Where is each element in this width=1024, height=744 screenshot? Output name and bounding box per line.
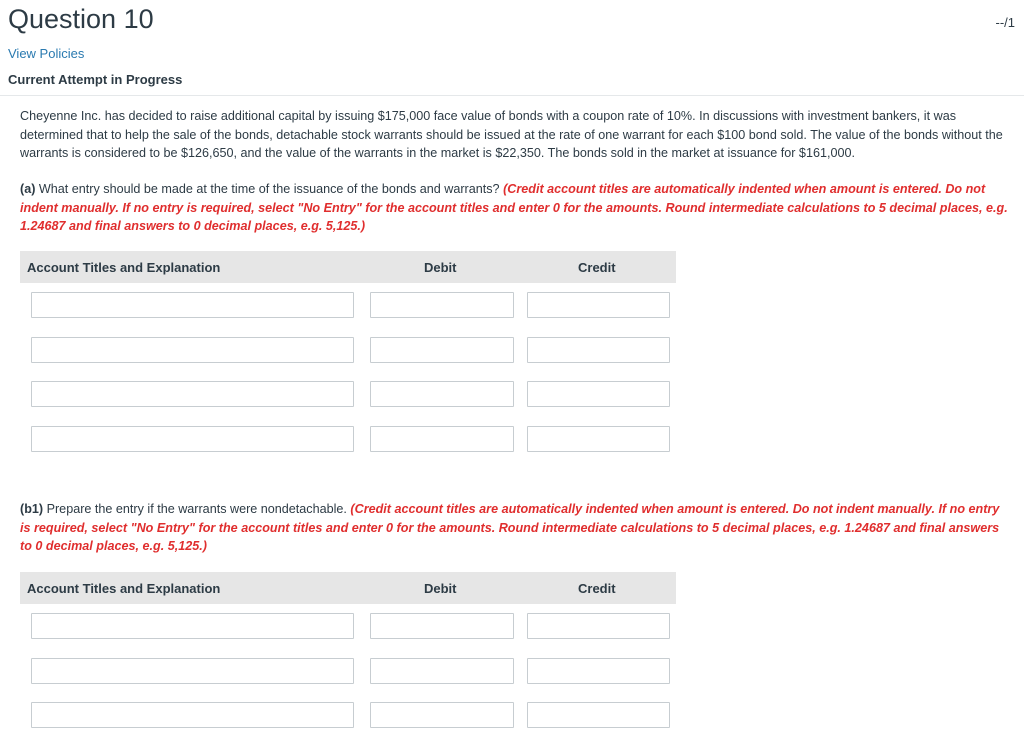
debit-input-a2[interactable] bbox=[370, 337, 514, 363]
credit-header: Credit bbox=[578, 581, 616, 596]
journal-table-a-header bbox=[20, 251, 676, 283]
debit-input-b2[interactable] bbox=[370, 658, 514, 684]
part-a-prompt bbox=[20, 180, 1010, 236]
account-title-input-b3[interactable] bbox=[31, 702, 354, 728]
view-policies-link[interactable]: View Policies bbox=[8, 46, 85, 61]
debit-input-a4[interactable] bbox=[370, 426, 514, 452]
account-title-input-a3[interactable] bbox=[31, 381, 354, 407]
part-b1-label: (b1) bbox=[20, 502, 44, 516]
part-b1-prompt bbox=[20, 500, 1010, 556]
account-title-input-b1[interactable] bbox=[31, 613, 354, 639]
credit-input-a3[interactable] bbox=[527, 381, 670, 407]
part-b1-instruction: (Credit account titles are automatically indented when amount is entered. Do not indent manually. If no entry is required, select "No Entry" for the account titles and enter 0 for the amounts. Round intermediate calculations to 5 decimal places, e.g. 1.24687 and final answers to 0 decimal places, e.g. 5,125.) bbox=[20, 502, 1000, 553]
account-title-input-a4[interactable] bbox=[31, 426, 354, 452]
debit-input-b1[interactable] bbox=[370, 613, 514, 639]
debit-input-a1[interactable] bbox=[370, 292, 514, 318]
credit-input-b3[interactable] bbox=[527, 702, 670, 728]
debit-input-a3[interactable] bbox=[370, 381, 514, 407]
account-title-input-b2[interactable] bbox=[31, 658, 354, 684]
journal-table-b1-header bbox=[20, 572, 676, 604]
account-titles-header: Account Titles and Explanation bbox=[27, 260, 221, 275]
divider bbox=[0, 95, 1024, 96]
question-title: Question 10 bbox=[8, 4, 154, 34]
debit-input-b3[interactable] bbox=[370, 702, 514, 728]
account-titles-header: Account Titles and Explanation bbox=[27, 581, 221, 596]
debit-header: Debit bbox=[424, 260, 457, 275]
credit-input-a2[interactable] bbox=[527, 337, 670, 363]
problem-statement: Cheyenne Inc. has decided to raise additional capital by issuing $175,000 face value of bonds with a coupon rate of 10%. In discussions with investment bankers, it was determined that to help the sale of the bonds, detachable stock warrants should be issued at the rate of one warrant for each $100 bond sold. The value of the bonds without the warrants is considered to be $126,650, and the value of the warrants in the market is $22,350. The bonds sold in the market at issuance for $161,000. bbox=[20, 109, 1003, 160]
part-a-label: (a) bbox=[20, 182, 36, 196]
credit-input-a1[interactable] bbox=[527, 292, 670, 318]
credit-input-b2[interactable] bbox=[527, 658, 670, 684]
attempt-status: Current Attempt in Progress bbox=[8, 72, 183, 87]
part-a-question: What entry should be made at the time of the issuance of the bonds and warrants? bbox=[35, 182, 504, 196]
account-title-input-a1[interactable] bbox=[31, 292, 354, 318]
credit-header: Credit bbox=[578, 260, 616, 275]
debit-header: Debit bbox=[424, 581, 457, 596]
score-display: --/1 bbox=[995, 15, 1015, 30]
account-title-input-a2[interactable] bbox=[31, 337, 354, 363]
credit-input-a4[interactable] bbox=[527, 426, 670, 452]
credit-input-b1[interactable] bbox=[527, 613, 670, 639]
part-a-instruction: (Credit account titles are automatically indented when amount is entered. Do not indent manually. If no entry is required, select "No Entry" for the account titles and enter 0 for the amounts. Round intermediate calculations to 5 decimal places, e.g. 1.24687 and final answers to 0 decimal places, e.g. 5,125.) bbox=[20, 182, 1008, 233]
part-b1-question: Prepare the entry if the warrants were nondetachable. bbox=[43, 502, 351, 516]
